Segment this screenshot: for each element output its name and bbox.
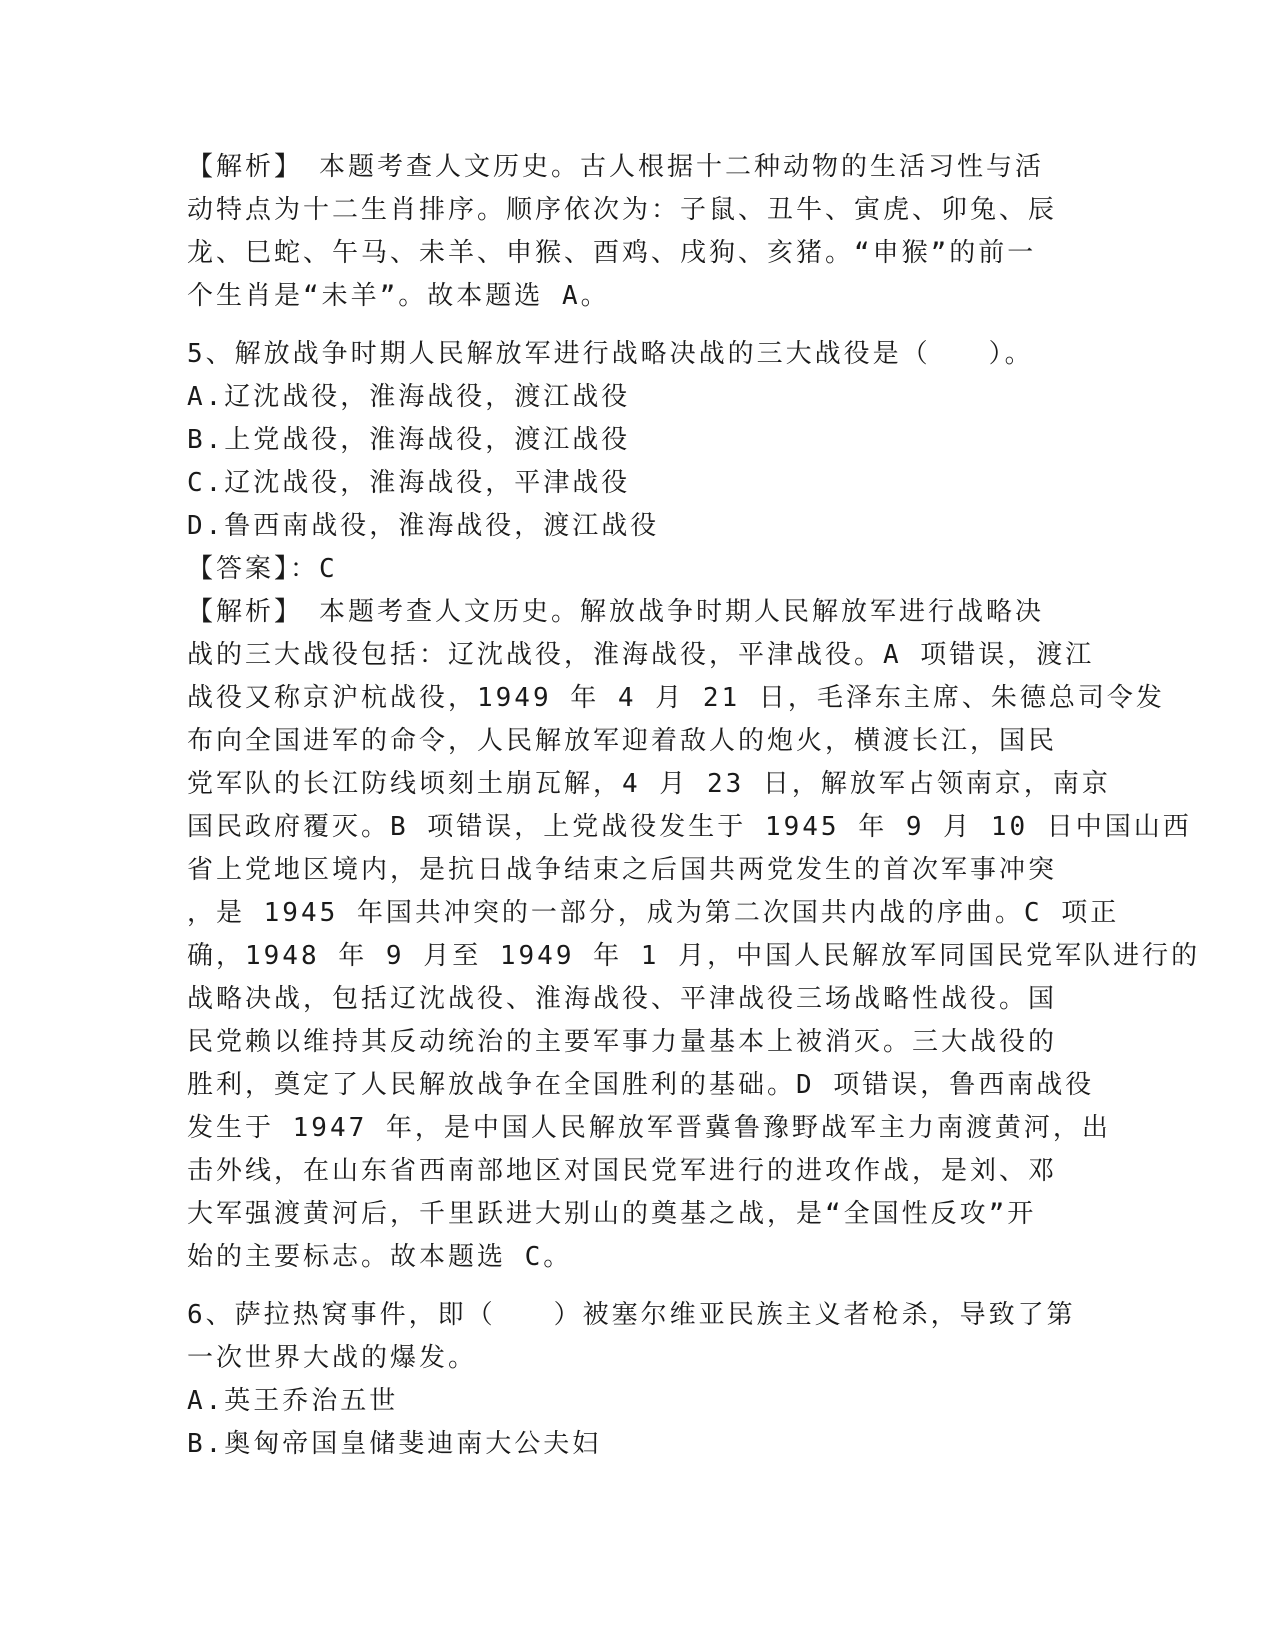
question-text: 6、萨拉热窝事件，即（ ）被塞尔维亚民族主义者枪杀，导致了第 xyxy=(187,1300,1076,1330)
question-5 xyxy=(187,333,1201,1279)
analysis-line: 战的三大战役包括：辽沈战役，淮海战役，平津战役。A 项错误，渡江 xyxy=(187,640,1095,670)
analysis-line: 省上党地区境内，是抗日战争结束之后国共两党发生的首次军事冲突 xyxy=(187,855,1058,885)
analysis-line: 战略决战，包括辽沈战役、淮海战役、平津战役三场战略性战役。国 xyxy=(187,984,1058,1014)
analysis-line: 【解析】 本题考查人文历史。古人根据十二种动物的生活习性与活 xyxy=(187,152,1045,182)
analysis-line: 党军队的长江防线顷刻土崩瓦解，4 月 23 日，解放军占领南京，南京 xyxy=(187,769,1111,799)
analysis-line: 国民政府覆灭。B 项错误，上党战役发生于 1945 年 9 月 10 日中国山西 xyxy=(187,812,1192,842)
analysis-line: 【解析】 本题考查人文历史。解放战争时期人民解放军进行战略决 xyxy=(187,597,1045,627)
analysis-line: 战役又称京沪杭战役，1949 年 4 月 21 日，毛泽东主席、朱德总司令发 xyxy=(187,683,1165,713)
q4-analysis xyxy=(187,146,1087,318)
analysis-line: 布向全国进军的命令，人民解放军迎着敌人的炮火，横渡长江，国民 xyxy=(187,726,1058,756)
analysis-line: 大军强渡黄河后，千里跃进大别山的奠基之战，是“全国性反攻”开 xyxy=(187,1199,1037,1229)
option-a: A.辽沈战役，淮海战役，渡江战役 xyxy=(187,382,631,412)
analysis-line: 龙、巳蛇、午马、未羊、申猴、酉鸡、戌狗、亥猪。“申猴”的前一 xyxy=(187,238,1037,268)
analysis-line: 发生于 1947 年，是中国人民解放军晋冀鲁豫野战军主力南渡黄河，出 xyxy=(187,1113,1111,1143)
analysis-line: 民党赖以维持其反动统治的主要军事力量基本上被消灭。三大战役的 xyxy=(187,1027,1058,1057)
analysis-line: ，是 1945 年国共冲突的一部分，成为第二次国共内战的序曲。C 项正 xyxy=(187,898,1120,928)
analysis-line: 个生肖是“未羊”。故本题选 A。 xyxy=(187,281,610,311)
analysis-line: 胜利，奠定了人民解放战争在全国胜利的基础。D 项错误，鲁西南战役 xyxy=(187,1070,1095,1100)
analysis-line: 始的主要标志。故本题选 C。 xyxy=(187,1242,573,1272)
spacer xyxy=(187,1279,1087,1294)
question-text: 一次世界大战的爆发。 xyxy=(187,1343,478,1373)
question-text: 5、解放战争时期人民解放军进行战略决战的三大战役是（ ）。 xyxy=(187,339,1034,369)
analysis-line: 确，1948 年 9 月至 1949 年 1 月，中国人民解放军同国民党军队进行的 xyxy=(187,941,1201,971)
option-a: A.英王乔治五世 xyxy=(187,1386,399,1416)
option-b: B.奥匈帝国皇储斐迪南大公夫妇 xyxy=(187,1429,602,1459)
question-6 xyxy=(187,1294,1087,1466)
document-body xyxy=(187,146,1201,1466)
option-d: D.鲁西南战役，淮海战役，渡江战役 xyxy=(187,511,660,541)
option-c: C.辽沈战役，淮海战役，平津战役 xyxy=(187,468,631,498)
analysis-line: 击外线，在山东省西南部地区对国民党军进行的进攻作战，是刘、邓 xyxy=(187,1156,1058,1186)
spacer xyxy=(187,318,1087,333)
q5-analysis xyxy=(187,591,1201,1279)
option-b: B.上党战役，淮海战役，渡江战役 xyxy=(187,425,631,455)
analysis-line: 动特点为十二生肖排序。顺序依次为：子鼠、丑牛、寅虎、卯兔、辰 xyxy=(187,195,1058,225)
answer-text: 【答案】：C xyxy=(187,554,338,584)
